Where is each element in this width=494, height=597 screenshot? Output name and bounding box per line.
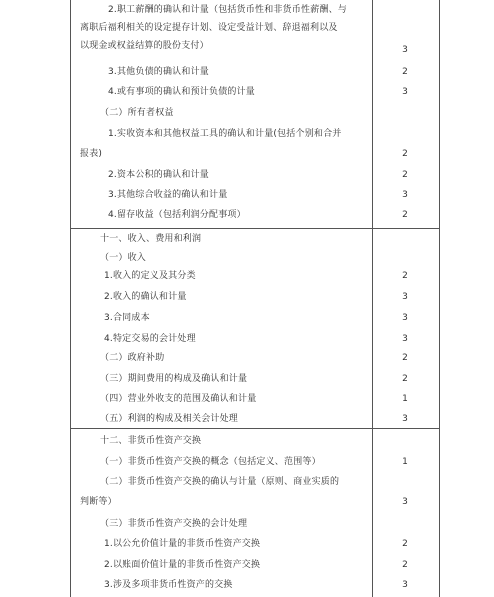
item-text: （五）利润的构成及相关会计处理	[100, 414, 239, 424]
item-text: 4.或有事项的确认和预计负债的计量	[108, 87, 255, 97]
item-text: 3.合同成本	[104, 313, 150, 323]
item-text: 以现金或权益结算的股份支付）	[80, 41, 209, 51]
score-value: 2	[402, 539, 408, 549]
score-value: 3	[402, 313, 408, 323]
score-value: 2	[402, 271, 408, 281]
score-value: 2	[402, 67, 408, 77]
item-text: 1.实收资本和其他权益工具的确认和计量(包括个别和合并	[108, 129, 342, 139]
score-value: 2	[402, 210, 408, 220]
item-text: 4.留存收益（包括利润分配事项）	[108, 210, 246, 220]
item-text: 判断等）	[80, 497, 117, 507]
item-text: 报表)	[80, 149, 103, 159]
score-value: 3	[402, 580, 408, 590]
score-value: 3	[402, 190, 408, 200]
item-text: （三）期间费用的构成及确认和计量	[100, 374, 248, 384]
score-value: 3	[402, 414, 408, 424]
item-text: （四）营业外收支的范围及确认和计量	[100, 394, 257, 404]
score-value: 3	[402, 334, 408, 344]
item-text: （二）政府补助	[100, 353, 165, 363]
item-text: 2.资本公积的确认和计量	[108, 170, 209, 180]
item-text: 2.收入的确认和计量	[104, 292, 187, 302]
section-divider	[70, 228, 440, 229]
item-text: 4.特定交易的会计处理	[104, 334, 196, 344]
score-value: 2	[402, 374, 408, 384]
score-value: 1	[402, 457, 408, 467]
score-value: 2	[402, 353, 408, 363]
score-value: 1	[402, 394, 408, 404]
item-text: （三）非货币性资产交换的会计处理	[100, 519, 248, 529]
item-text: 离职后福利相关的设定提存计划、设定受益计划、辞退福利以及	[80, 23, 338, 33]
item-text: （一）收入	[100, 253, 147, 263]
score-value: 2	[402, 149, 408, 159]
section-heading: 十一、收入、费用和利润	[100, 234, 202, 244]
item-text: （一）非货币性资产交换的概念（包括定义、范围等）	[100, 457, 321, 467]
column-separator	[372, 0, 373, 597]
score-value: 3	[402, 292, 408, 302]
score-value: 3	[402, 497, 408, 507]
score-value: 3	[402, 45, 408, 55]
section-heading: 十二、非货币性资产交换	[100, 436, 202, 446]
item-text: （二）非货币性资产交换的确认与计量（原则、商业实质的	[100, 477, 340, 487]
item-text: 1.收入的定义及其分类	[104, 271, 196, 281]
score-value: 3	[402, 87, 408, 97]
item-text: 2.以账面价值计量的非货币性资产交换	[104, 560, 261, 570]
item-text: （二）所有者权益	[100, 108, 174, 118]
item-text: 3.其他综合收益的确认和计量	[108, 190, 228, 200]
item-text: 1.以公允价值计量的非货币性资产交换	[104, 539, 261, 549]
score-value: 2	[402, 170, 408, 180]
score-value: 2	[402, 560, 408, 570]
item-text: 3.涉及多项非货币性资产的交换	[104, 580, 233, 590]
item-text: 3.其他负债的确认和计量	[108, 67, 209, 77]
section-divider	[70, 428, 440, 429]
item-text: 2.职工薪酬的确认和计量（包括货币性和非货币性薪酬、与	[108, 5, 347, 15]
